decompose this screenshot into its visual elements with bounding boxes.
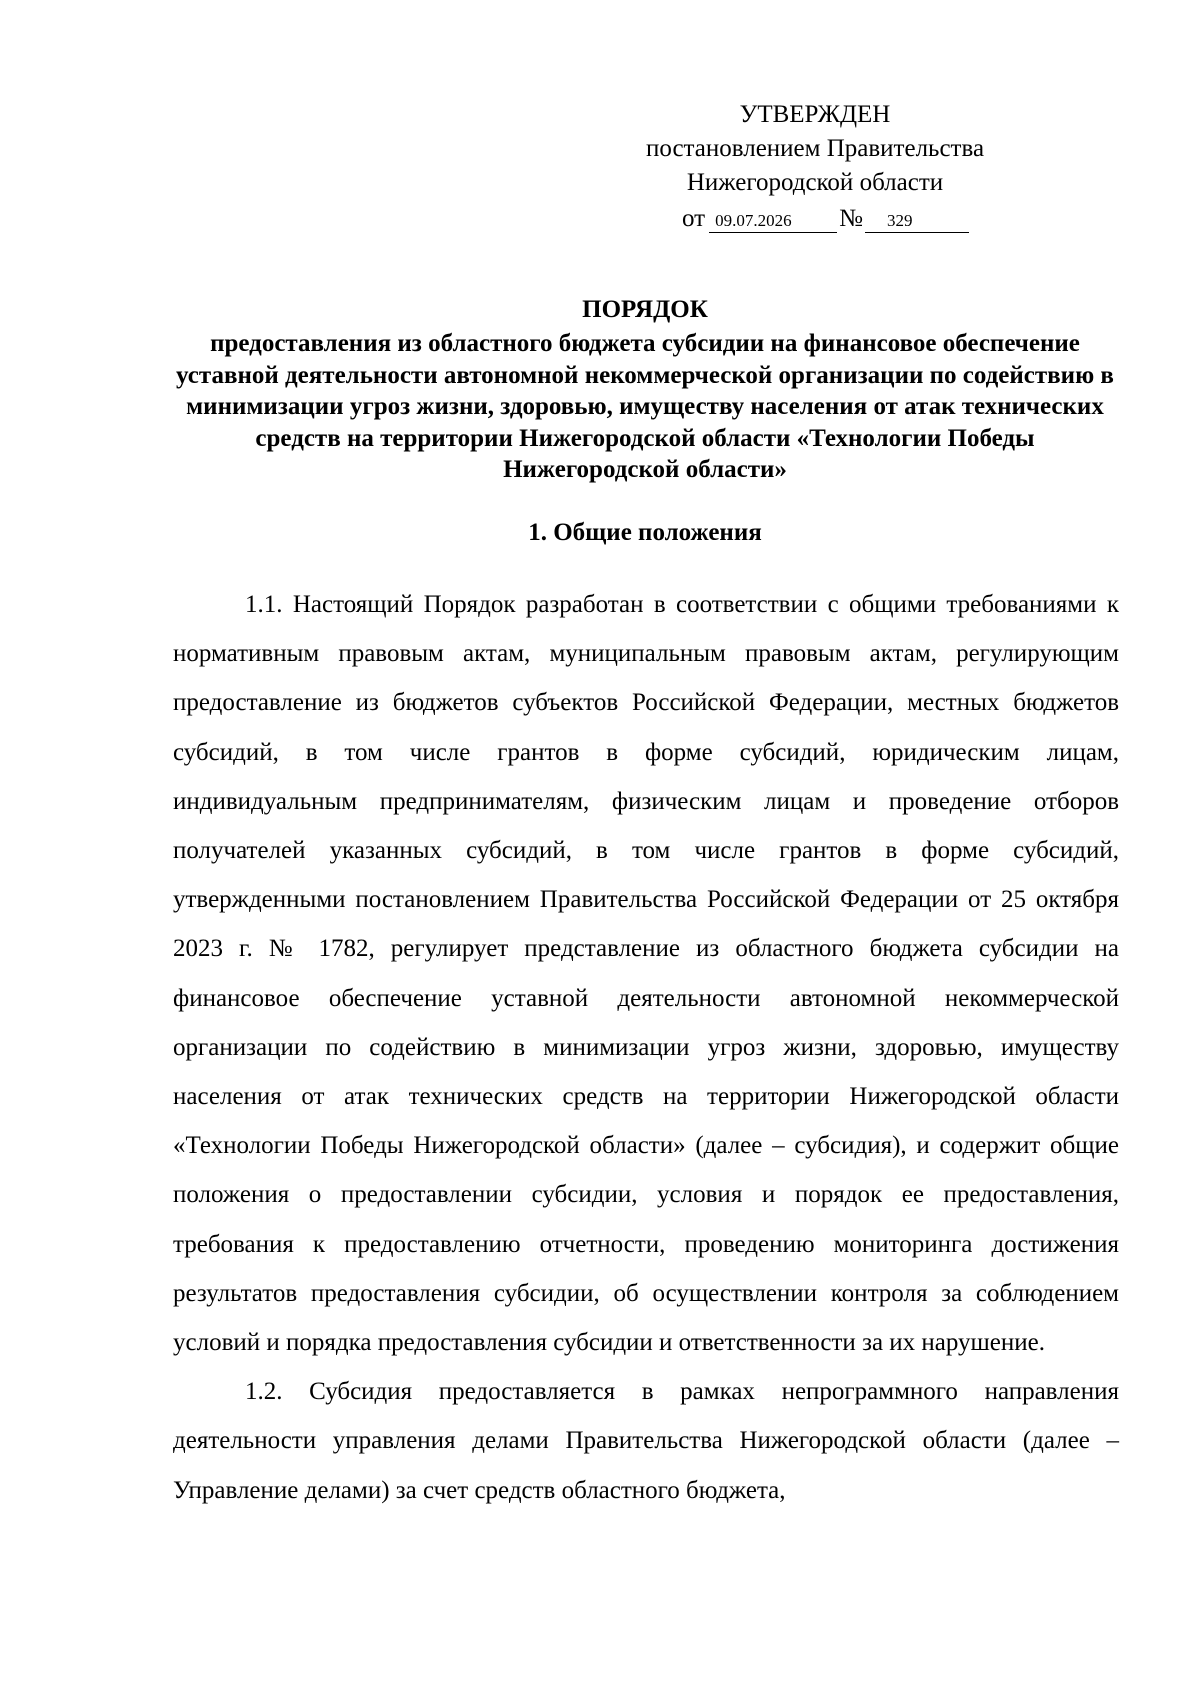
document-body [173, 580, 1119, 1515]
approval-heading: УТВЕРЖДЕН [739, 101, 891, 128]
document-title: ПОРЯДОК [582, 296, 708, 323]
number-label: № [839, 205, 863, 232]
approval-date-line [580, 202, 1050, 236]
approval-stamp [580, 98, 1050, 236]
paragraph-1-1: 1.1. Настоящий Порядок разработан в соответствии с общими требованиями к нормативным правовым актам, муниципальным правовым актам, регулирующим предоставление из бюджетов субъектов Российской Федерации, местных бюджетов субсидий, в том числе грантов в форме субсидий, юридическим лицам, индивидуальным предпринимателям, физическим лицам и проведение отборов получателей указанных субсидий, в том числе грантов в форме субсидий, утвержденными постановлением Правительства Российской Федерации от 25 октября 2023 г. № 1782, регулирует представление из областного бюджета субсидии на финансовое обеспечение уставной деятельности автономной некоммерческой организации по содействию в минимизации угроз жизни, здоровью, имуществу населения от атак технических средств на территории Нижегородской области «Технологии Победы Нижегородской области» (далее – субсидия), и содержит общие положения о предоставлении субсидии, условия и порядок ее предоставления, требования к предоставлению отчетности, проведению мониторинга достижения результатов предоставления субсидии, об осуществлении контроля за соблюдением условий и порядка предоставления субсидии и ответственности за их нарушение. [173, 591, 1119, 1357]
approval-region: Нижегородской области [686, 169, 944, 196]
paragraph-1-2: 1.2. Субсидия предоставляется в рамках непрограммного направления деятельности управления делами Правительства Нижегородской области (далее – Управление делами) за счет средств областного бюджета, [173, 1378, 1119, 1504]
approval-number: 329 [865, 210, 969, 233]
document-subtitle: предоставления из областного бюджета субсидии на финансовое обеспечение уставной деятельности автономной некоммерческой организации по содействию в минимизации угроз жизни, здоровью, имуществу населения от атак технических средств на территории Нижегородской области «Технологии Победы Нижегородской области» [176, 330, 1114, 484]
from-label: от [682, 205, 706, 232]
approval-date: 09.07.2026 [709, 210, 837, 233]
document-title-block [170, 293, 1120, 486]
section-heading: 1. Общие положения [528, 519, 762, 546]
approval-decree: постановлением Правительства [645, 135, 985, 162]
